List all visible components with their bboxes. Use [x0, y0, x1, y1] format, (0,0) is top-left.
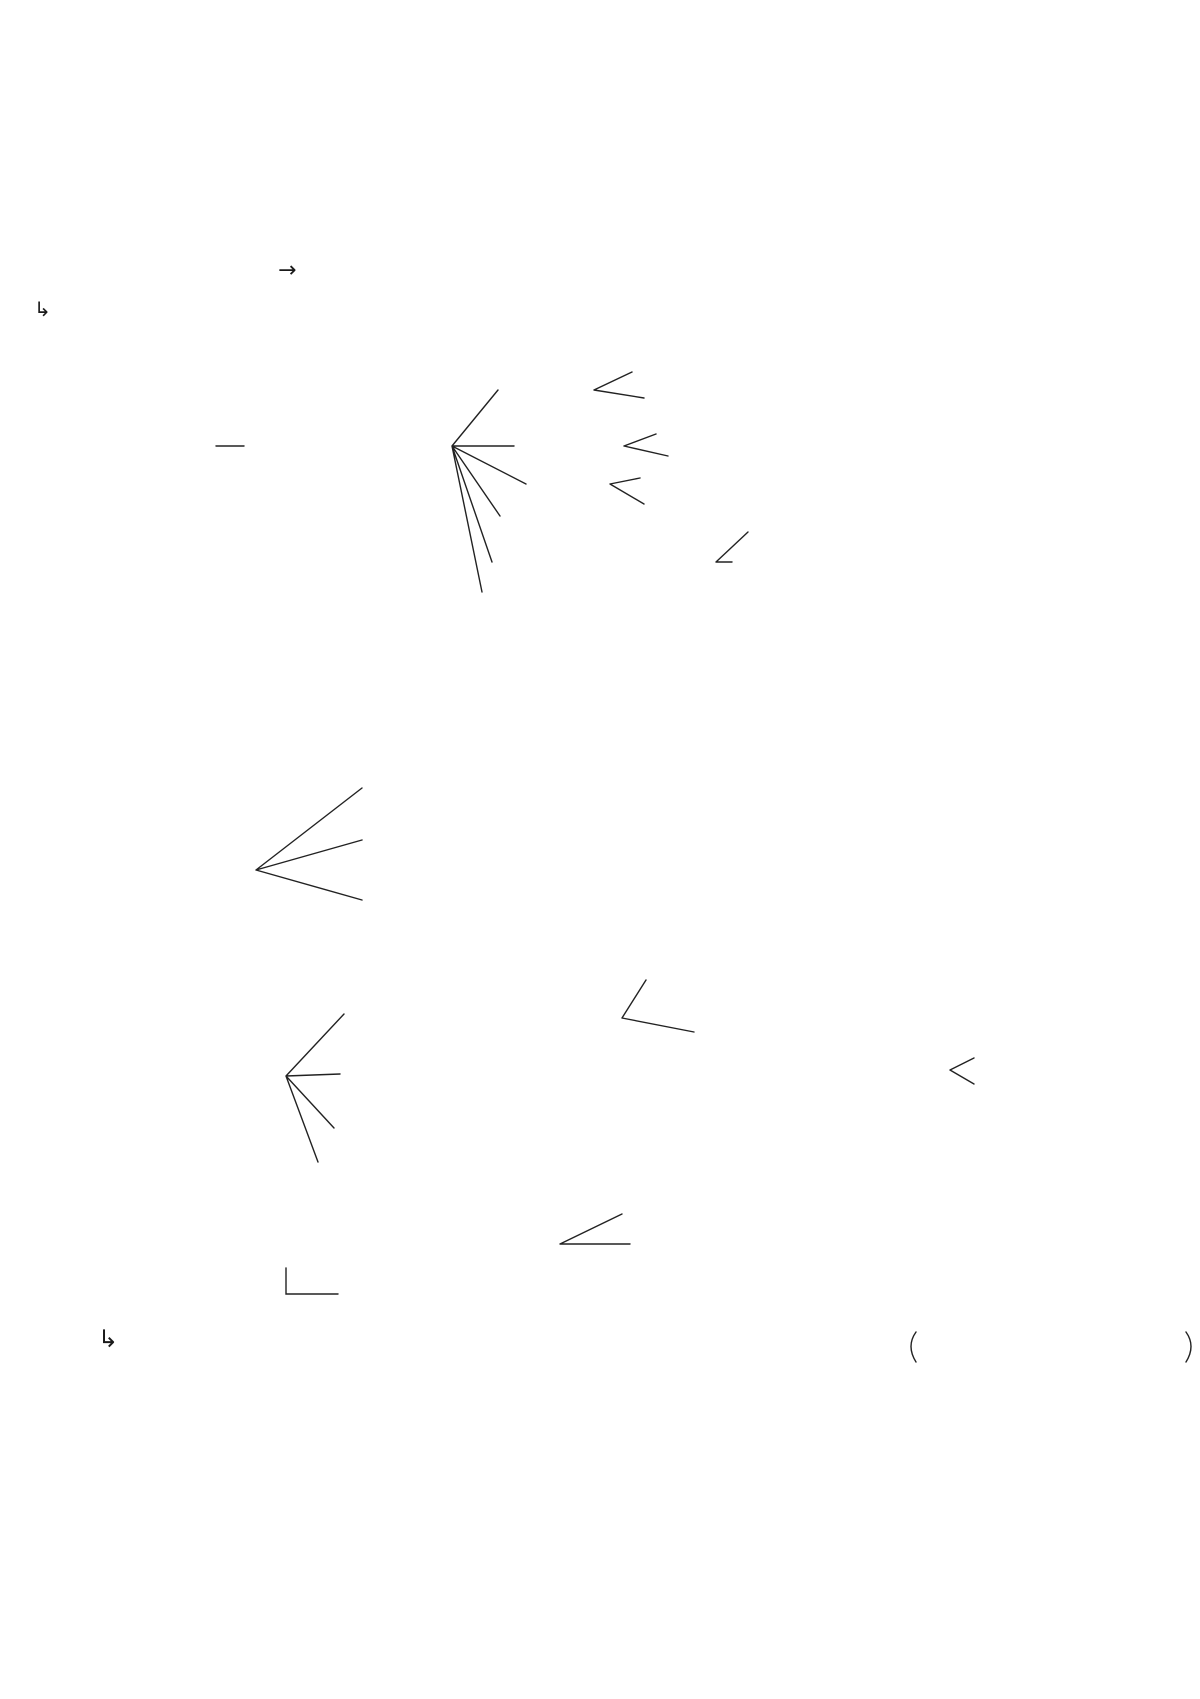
- arrow-icon: →: [278, 258, 297, 283]
- return-arrow-icon-2: ↳: [98, 1325, 119, 1353]
- return-arrow-icon: ↳: [34, 297, 51, 321]
